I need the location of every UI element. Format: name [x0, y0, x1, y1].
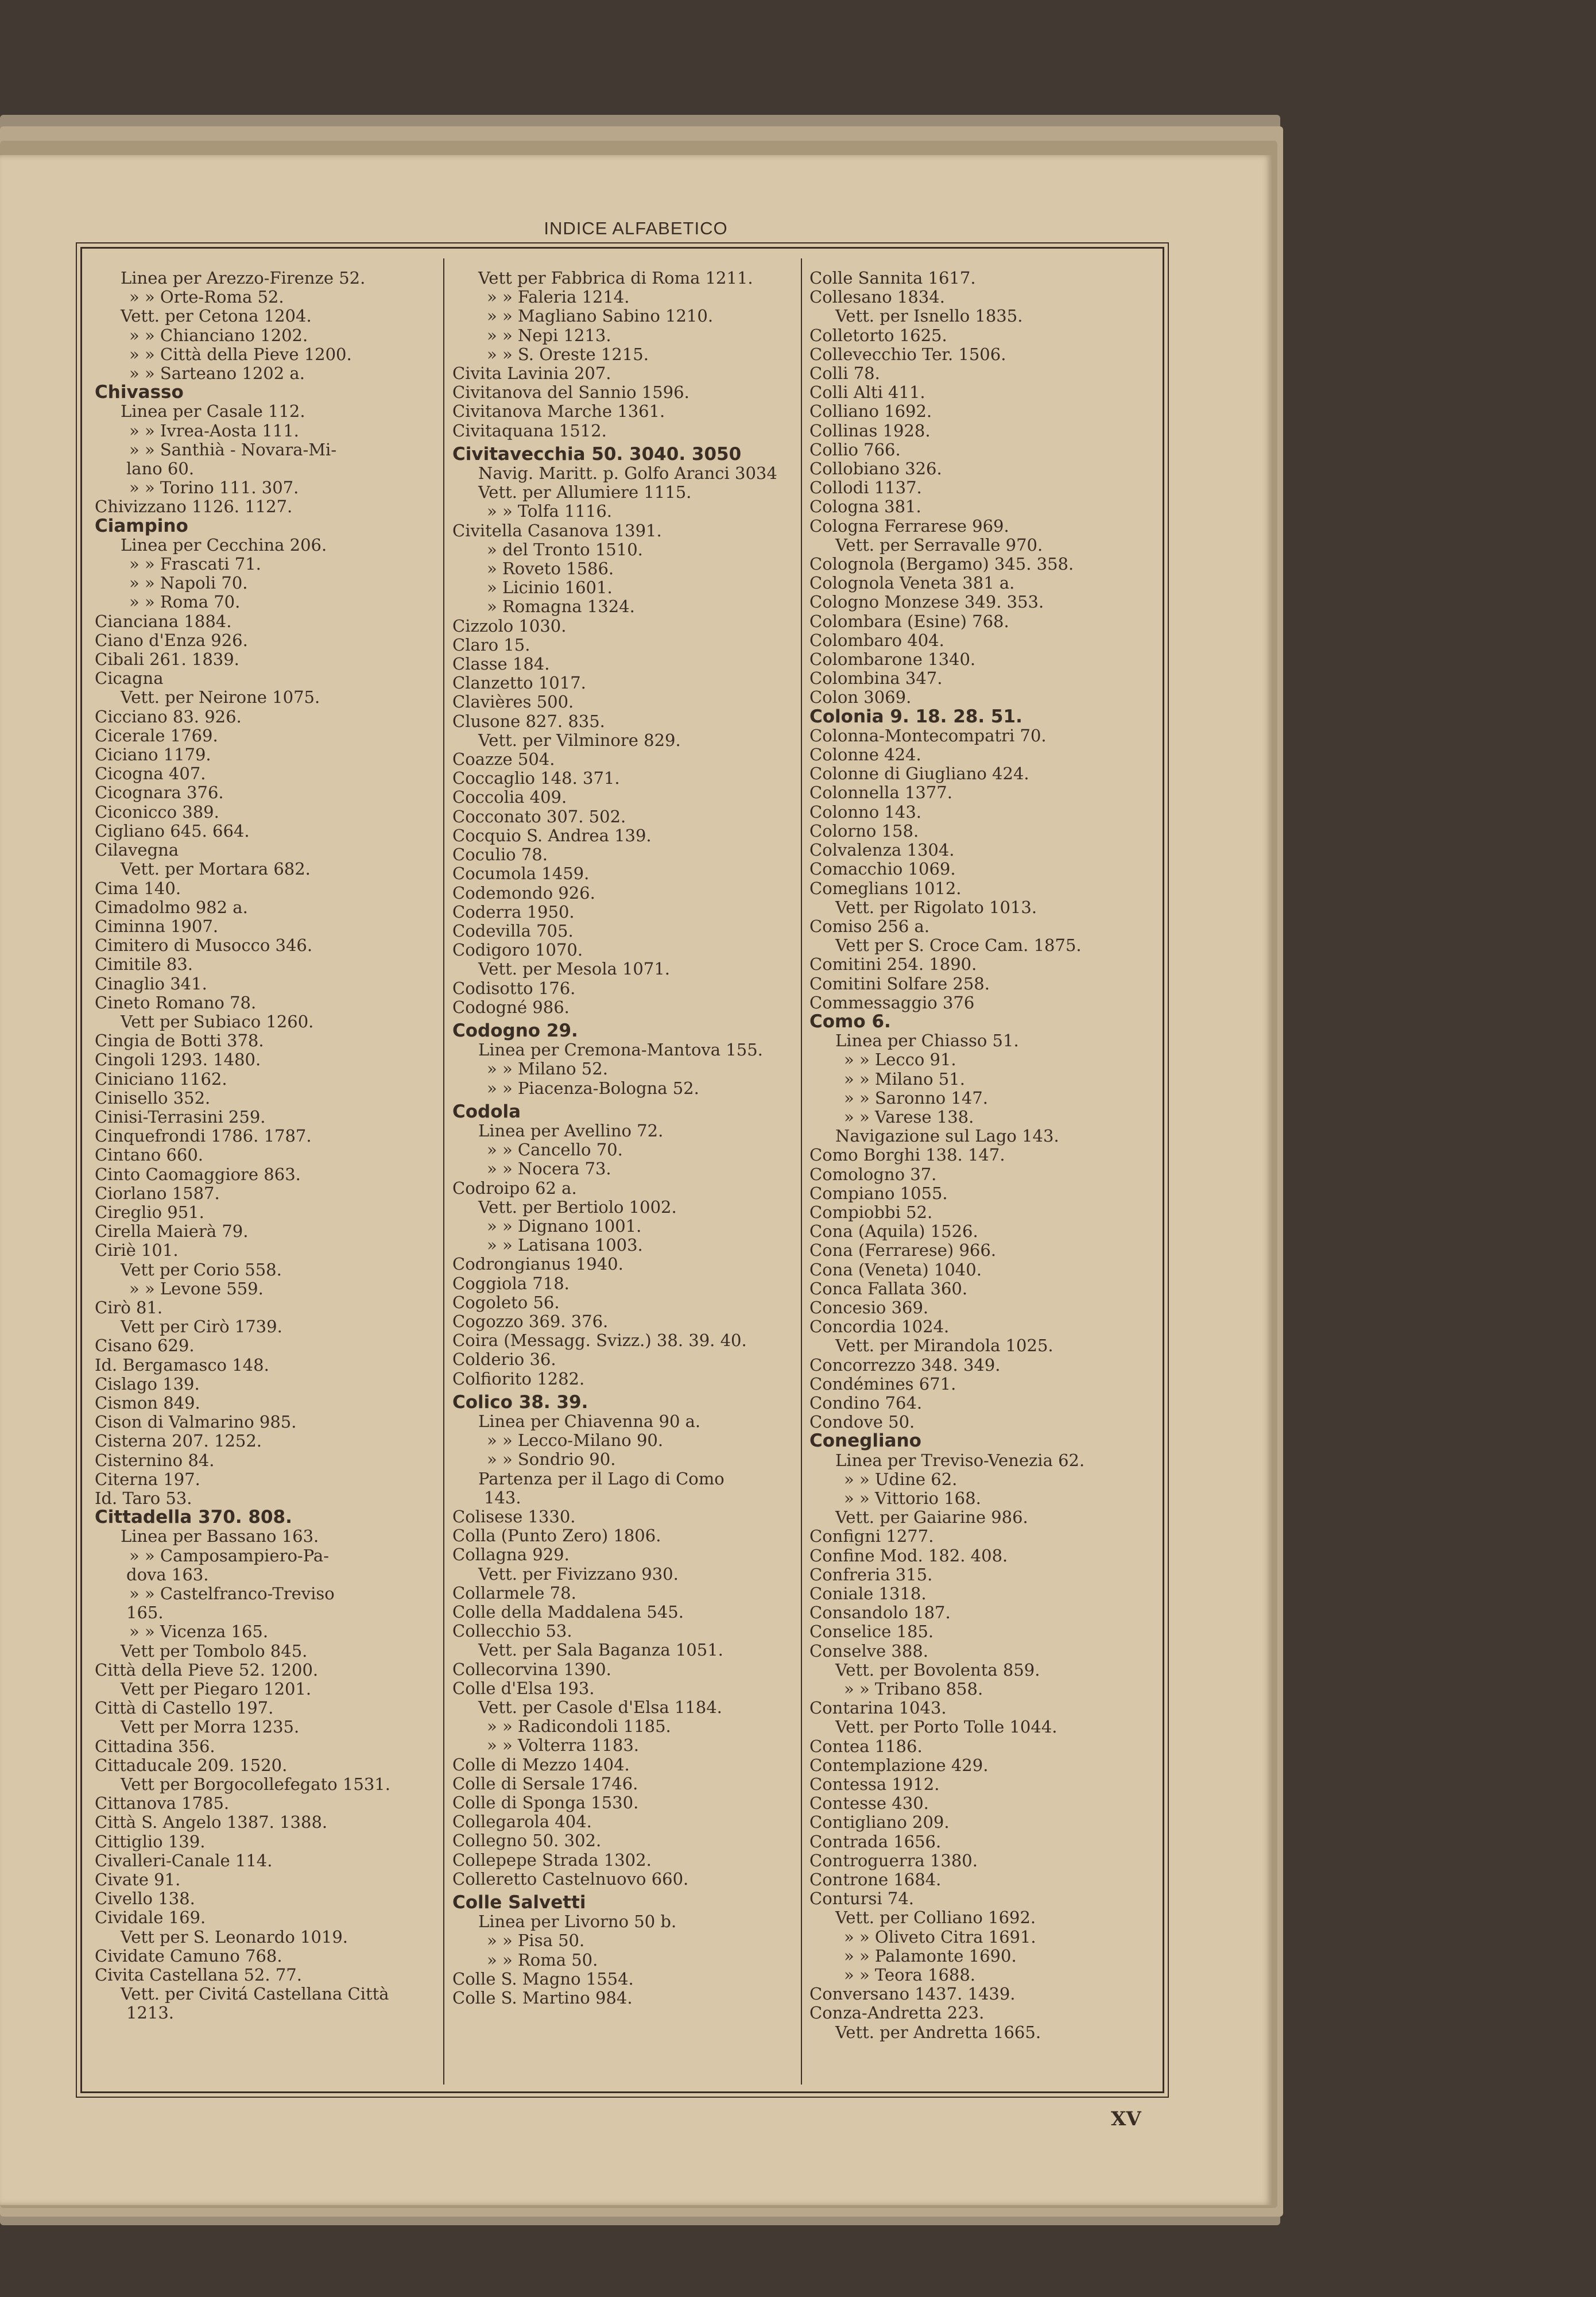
index-entry: Vett. per Andretta 1665. [835, 2022, 1041, 2042]
index-entry: Navigazione sul Lago 143. [835, 1126, 1059, 1146]
index-entry: Condino 764. [809, 1393, 923, 1413]
index-entry: Coggiola 718. [452, 1273, 570, 1293]
index-entry: Codrongianus 1940. [452, 1254, 623, 1274]
index-entry: Città della Pieve 52. 1200. [95, 1660, 319, 1680]
index-entry: » » Faleria 1214. [487, 287, 630, 307]
index-entry: » » Piacenza-Bologna 52. [487, 1078, 699, 1098]
index-heading: Conegliano [809, 1430, 921, 1452]
index-entry: Clavières 500. [452, 692, 574, 712]
index-entry: Cingoli 1293. 1480. [95, 1050, 261, 1070]
index-entry: Cinquefrondi 1786. 1787. [95, 1126, 312, 1146]
index-entry: Città di Castello 197. [95, 1698, 274, 1718]
index-entry: Contesse 430. [809, 1793, 929, 1813]
index-entry: 165. [126, 1603, 164, 1623]
index-entry: Cineto Romano 78. [95, 992, 257, 1012]
index-entry: Civello 138. [95, 1889, 195, 1909]
index-entry: Consandolo 187. [809, 1603, 951, 1623]
index-entry: Comologno 37. [809, 1164, 937, 1184]
index-entry: » Romagna 1324. [487, 597, 635, 617]
index-entry: » » Camposampiero-Pa- [129, 1545, 330, 1565]
index-entry: Codevilla 705. [452, 921, 574, 941]
index-entry: Collesano 1834. [809, 287, 945, 307]
index-entry: Id. Bergamasco 148. [95, 1355, 269, 1375]
index-entry: Cocquio S. Andrea 139. [452, 825, 652, 845]
index-entry: Cittaducale 209. 1520. [95, 1755, 288, 1775]
index-entry: Cocconato 307. 502. [452, 806, 626, 826]
index-entry: Concesio 369. [809, 1297, 929, 1317]
index-entry: Citerna 197. [95, 1469, 200, 1489]
index-entry: Cologno Monzese 349. 353. [809, 592, 1044, 612]
index-entry: Collio 766. [809, 439, 901, 459]
index-entry: Vett. per Mesola 1071. [478, 959, 670, 979]
index-entry: Cirella Maierà 79. [95, 1221, 249, 1242]
index-entry: Colonne 424. [809, 745, 921, 765]
index-heading: Codogno 29. [452, 1020, 578, 1041]
index-entry: Collecchio 53. [452, 1621, 572, 1641]
index-heading: Cittadella 370. 808. [95, 1507, 292, 1528]
index-entry: Colle d'Elsa 193. [452, 1678, 595, 1698]
index-entry: Civita Castellana 52. 77. [95, 1965, 302, 1985]
index-entry: Colon 3069. [809, 687, 912, 707]
index-entry: Contea 1186. [809, 1736, 923, 1756]
index-entry: » » Castelfranco-Treviso [129, 1584, 335, 1604]
index-entry: Colombarone 1340. [809, 649, 976, 670]
index-entry: Cima 140. [95, 878, 181, 898]
index-entry: » » Pisa 50. [487, 1931, 585, 1951]
index-entry: Linea per Cremona-Mantova 155. [478, 1040, 763, 1060]
index-entry: Ciciano 1179. [95, 745, 211, 765]
index-entry: lano 60. [126, 459, 195, 479]
index-entry: Linea per Arezzo-Firenze 52. [121, 268, 366, 288]
index-entry: » » Nepi 1213. [487, 325, 611, 345]
index-entry: Cogozzo 369. 376. [452, 1311, 609, 1331]
index-entry: Vett. per Allumiere 1115. [478, 482, 692, 502]
index-entry: » » Tolfa 1116. [487, 501, 613, 521]
index-entry: Vett. per Porto Tolle 1044. [835, 1717, 1057, 1737]
index-entry: Confine Mod. 182. 408. [809, 1545, 1008, 1565]
index-entry: Cicciano 83. 926. [95, 706, 242, 726]
index-entry: Vett. per Casole d'Elsa 1184. [478, 1697, 722, 1718]
index-entry: Colli 78. [809, 364, 880, 384]
index-entry: Colle S. Magno 1554. [452, 1969, 634, 1989]
index-entry: Coderra 1950. [452, 902, 575, 922]
index-entry: dova 163. [126, 1564, 209, 1584]
index-entry: Cicognara 376. [95, 783, 224, 803]
index-entry: Vett. per Gaiarine 986. [835, 1507, 1028, 1528]
index-entry: Cividale 169. [95, 1908, 206, 1928]
index-entry: Colonne di Giugliano 424. [809, 764, 1029, 784]
index-entry: Colvalenza 1304. [809, 840, 955, 860]
index-entry: Colombaro 404. [809, 630, 944, 650]
index-entry: Cislago 139. [95, 1374, 200, 1394]
index-entry: Coniale 1318. [809, 1584, 927, 1604]
index-entry: Collobiano 326. [809, 459, 942, 479]
index-entry: Cona (Ferrarese) 966. [809, 1240, 997, 1260]
index-entry: Cianciana 1884. [95, 611, 232, 631]
index-entry: Ciminna 1907. [95, 916, 219, 936]
index-entry: Linea per Chiavenna 90 a. [478, 1411, 701, 1431]
index-entry: Linea per Treviso-Venezia 62. [835, 1450, 1085, 1470]
index-entry: Cinisello 352. [95, 1088, 211, 1108]
index-entry: Vett per Fabbrica di Roma 1211. [478, 268, 753, 288]
index-entry: » del Tronto 1510. [487, 539, 643, 559]
index-entry: Colombina 347. [809, 668, 943, 689]
index-entry: Linea per Casale 112. [121, 401, 305, 421]
index-entry: Colle di Sersale 1746. [452, 1773, 638, 1793]
index-entry: Controne 1684. [809, 1870, 942, 1890]
index-entry: Colle Sannita 1617. [809, 268, 976, 288]
index-entry: Linea per Avellino 72. [478, 1120, 664, 1140]
index-entry: Contarina 1043. [809, 1698, 947, 1718]
index-entry: Cimitero di Musocco 346. [95, 935, 313, 956]
index-entry: Cison di Valmarino 985. [95, 1412, 297, 1432]
column-divider [443, 258, 444, 2085]
index-entry: Cizzolo 1030. [452, 616, 567, 636]
index-entry: Colle di Mezzo 1404. [452, 1754, 630, 1774]
index-entry: » » Palamonte 1690. [844, 1946, 1017, 1966]
index-entry: Cisternino 84. [95, 1450, 215, 1470]
index-entry: Comitini Solfare 258. [809, 973, 990, 993]
index-entry: » » Tribano 858. [844, 1679, 983, 1699]
index-entry: Codogné 986. [452, 997, 570, 1017]
index-entry: » Licinio 1601. [487, 578, 613, 598]
index-entry: Civita Lavinia 207. [452, 364, 611, 384]
index-entry: Cittanova 1785. [95, 1793, 230, 1813]
index-entry: Vett. per Cetona 1204. [121, 306, 312, 326]
index-heading: Ciampino [95, 515, 188, 536]
index-entry: Civitanova del Sannio 1596. [452, 382, 689, 403]
index-entry: Concorrezzo 348. 349. [809, 1355, 1001, 1375]
index-entry: Vett per Borgocollefegato 1531. [121, 1774, 390, 1795]
index-entry: Collarmele 78. [452, 1583, 576, 1603]
index-entry: Colli Alti 411. [809, 382, 925, 403]
index-entry: Colonno 143. [809, 802, 921, 822]
index-entry: Linea per Cecchina 206. [121, 535, 327, 555]
index-entry: » » Chianciano 1202. [129, 325, 308, 345]
index-entry: Codisotto 176. [452, 978, 576, 998]
index-entry: » » Sarteano 1202 a. [129, 364, 305, 384]
index-entry: Collevecchio Ter. 1506. [809, 344, 1006, 364]
index-entry: Vett. per Isnello 1835. [835, 306, 1023, 326]
index-entry: Codigoro 1070. [452, 940, 583, 960]
index-entry: » » Napoli 70. [129, 573, 248, 593]
index-heading: Colonia 9. 18. 28. 51. [809, 706, 1022, 727]
index-entry: » » Vicenza 165. [129, 1622, 269, 1642]
index-entry: Condove 50. [809, 1412, 915, 1432]
index-entry: Cicagna [95, 668, 164, 689]
index-entry: Concordia 1024. [809, 1317, 950, 1337]
index-entry: » » Dignano 1001. [487, 1216, 642, 1236]
index-heading: Codola [452, 1101, 521, 1122]
index-entry: Compiobbi 52. [809, 1202, 933, 1222]
index-entry: » » Magliano Sabino 1210. [487, 306, 714, 326]
index-entry: Contessa 1912. [809, 1774, 940, 1795]
index-entry: » » S. Oreste 1215. [487, 344, 649, 364]
index-entry: Civitaquana 1512. [452, 420, 607, 440]
index-entry: Cona (Veneta) 1040. [809, 1259, 982, 1279]
index-entry: Cirò 81. [95, 1297, 163, 1317]
index-entry: Contemplazione 429. [809, 1755, 989, 1775]
index-entry: » » Orte-Roma 52. [129, 287, 284, 307]
index-entry: Vett. per Colliano 1692. [835, 1908, 1036, 1928]
index-entry: Cimadolmo 982 a. [95, 897, 248, 917]
index-entry: Ciriè 101. [95, 1240, 179, 1260]
index-entry: Cogoleto 56. [452, 1292, 560, 1312]
index-entry: Civalleri-Canale 114. [95, 1850, 273, 1870]
index-heading: Colle Salvetti [452, 1892, 586, 1913]
index-entry: Linea per Bassano 163. [121, 1526, 319, 1546]
index-entry: » » Radicondoli 1185. [487, 1716, 671, 1737]
index-entry: Confreria 315. [809, 1564, 933, 1584]
index-entry: » » Volterra 1183. [487, 1735, 640, 1755]
index-entry: Vett. per Vilminore 829. [478, 730, 681, 750]
index-entry: Colognola Veneta 381 a. [809, 573, 1015, 593]
index-entry: Cintano 660. [95, 1145, 204, 1165]
index-heading: Colico 38. 39. [452, 1391, 588, 1413]
index-entry: Conversano 1437. 1439. [809, 1984, 1016, 2004]
index-entry: » » Oliveto Citra 1691. [844, 1927, 1036, 1947]
index-entry: » » Torino 111. 307. [129, 478, 299, 498]
index-entry: Como Borghi 138. 147. [809, 1145, 1005, 1165]
index-entry: Cicerale 1769. [95, 725, 218, 745]
index-entry: » » Lecco-Milano 90. [487, 1430, 664, 1451]
index-entry: Vett. per Mirandola 1025. [835, 1336, 1053, 1356]
index-entry: Commessaggio 376 [809, 992, 975, 1012]
index-entry: Codemondo 926. [452, 883, 595, 903]
page-header: INDICE ALFABETICO [544, 218, 728, 238]
index-entry: » Roveto 1586. [487, 559, 614, 579]
index-entry: » » Nocera 73. [487, 1159, 611, 1179]
index-entry: Vett. per Sala Baganza 1051. [478, 1640, 723, 1660]
index-entry: Cibali 261. 1839. [95, 649, 239, 670]
index-entry: » » Saronno 147. [844, 1088, 989, 1108]
index-entry: Vett. per Mortara 682. [121, 859, 311, 879]
index-entry: Colle di Sponga 1530. [452, 1793, 639, 1813]
index-entry: Vett. per Bertiolo 1002. [478, 1197, 677, 1217]
index-entry: Cicogna 407. [95, 764, 206, 784]
index-entry: Vett. per Serravalle 970. [835, 535, 1043, 555]
index-entry: » » Latisana 1003. [487, 1235, 643, 1255]
index-heading: Civitavecchia 50. 3040. 3050 [452, 443, 742, 465]
index-entry: Comiso 256 a. [809, 916, 930, 936]
index-heading: Como 6. [809, 1011, 891, 1032]
index-entry: Colla (Punto Zero) 1806. [452, 1526, 661, 1546]
index-entry: Collinas 1928. [809, 420, 931, 440]
index-entry: » » Santhià - Novara-Mi- [129, 439, 337, 459]
index-entry: Cologna Ferrarese 969. [809, 516, 1009, 536]
index-entry: » » Milano 52. [487, 1059, 608, 1079]
index-entry: Colombara (Esine) 768. [809, 611, 1009, 631]
index-entry: Ciorlano 1587. [95, 1183, 220, 1203]
index-entry: Condémines 671. [809, 1374, 956, 1394]
index-entry: 143. [484, 1487, 521, 1507]
index-entry: Linea per Chiasso 51. [835, 1031, 1019, 1051]
index-entry: Conselve 388. [809, 1641, 928, 1661]
index-entry: Cisano 629. [95, 1336, 195, 1356]
page-number: XV [1111, 2107, 1141, 2130]
index-entry: Vett. per Civitá Castellana Città [121, 1984, 389, 2004]
index-entry: Cona (Aquila) 1526. [809, 1221, 978, 1242]
index-heading: Chivasso [95, 382, 184, 403]
index-entry: Vett per S. Leonardo 1019. [121, 1927, 348, 1947]
index-entry: Compiano 1055. [809, 1183, 948, 1203]
index-entry: » » Ivrea-Aosta 111. [129, 420, 299, 440]
book-page [0, 155, 1272, 2205]
index-entry: Ciano d'Enza 926. [95, 630, 248, 650]
index-entry: Vett. per Neirone 1075. [121, 687, 320, 707]
index-entry: » » Sondrio 90. [487, 1449, 616, 1470]
index-entry: Configni 1277. [809, 1526, 934, 1546]
index-entry: Colleretto Castelnuovo 660. [452, 1869, 689, 1889]
index-entry: Colorno 158. [809, 821, 919, 841]
index-entry: » » Milano 51. [844, 1069, 965, 1089]
index-entry: Colletorto 1625. [809, 325, 947, 345]
index-entry: Classe 184. [452, 654, 550, 674]
index-entry: Conca Fallata 360. [809, 1278, 968, 1298]
index-entry: Ciconicco 389. [95, 802, 219, 822]
index-entry: Id. Taro 53. [95, 1488, 192, 1508]
index-entry: Collecorvina 1390. [452, 1659, 611, 1679]
index-entry: Conza-Andretta 223. [809, 2003, 985, 2023]
index-entry: Collodi 1137. [809, 478, 922, 498]
index-entry: Collepepe Strada 1302. [452, 1850, 652, 1870]
index-entry: Conselice 185. [809, 1622, 934, 1642]
index-entry: 1213. [126, 2003, 175, 2023]
index-entry: Coccaglio 148. 371. [452, 768, 620, 788]
index-entry: Vett per Piegaro 1201. [121, 1679, 312, 1699]
index-entry: Cigliano 645. 664. [95, 821, 250, 841]
index-entry: Linea per Livorno 50 b. [478, 1912, 677, 1932]
index-entry: Contrada 1656. [809, 1831, 942, 1851]
index-entry: » » Roma 70. [129, 592, 241, 612]
index-entry: Controguerra 1380. [809, 1850, 978, 1870]
index-entry: Civate 91. [95, 1870, 181, 1890]
index-entry: Colliano 1692. [809, 401, 932, 421]
index-entry: Chivizzano 1126. 1127. [95, 497, 293, 517]
index-entry: Colognola (Bergamo) 345. 358. [809, 554, 1074, 574]
index-entry: Vett per Corio 558. [121, 1259, 282, 1279]
index-entry: Comitini 254. 1890. [809, 954, 977, 975]
index-entry: Vett. per Bovolenta 859. [835, 1660, 1040, 1680]
index-entry: Collegno 50. 302. [452, 1831, 602, 1851]
index-entry: Coculio 78. [452, 845, 548, 865]
index-entry: Cocumola 1459. [452, 864, 590, 884]
index-entry: Cireglio 951. [95, 1202, 204, 1222]
index-entry: Cisterna 207. 1252. [95, 1431, 262, 1451]
index-entry: » » Lecco 91. [844, 1050, 956, 1070]
index-entry: Vett per S. Croce Cam. 1875. [835, 935, 1082, 956]
index-column-2 [452, 269, 797, 2008]
index-entry: Clusone 827. 835. [452, 711, 605, 731]
index-entry: Colderio 36. [452, 1349, 556, 1370]
index-entry: » » Udine 62. [844, 1469, 958, 1489]
index-entry: Civitanova Marche 1361. [452, 401, 665, 421]
index-entry: Vett. per Fivizzano 930. [478, 1564, 679, 1584]
index-entry: Cividate Camuno 768. [95, 1946, 282, 1966]
index-entry: Claro 15. [452, 635, 530, 655]
index-entry: Ciniciano 1162. [95, 1069, 227, 1089]
index-entry: Navig. Maritt. p. Golfo Aranci 3034 [478, 463, 777, 484]
index-entry: Cimitile 83. [95, 954, 193, 975]
index-entry: Contigliano 209. [809, 1812, 950, 1832]
index-entry: Contursi 74. [809, 1889, 915, 1909]
index-entry: Partenza per il Lago di Como [478, 1468, 725, 1488]
index-entry: Colonnella 1377. [809, 783, 952, 803]
index-entry: Vett per Tombolo 845. [121, 1641, 308, 1661]
index-entry: Cittiglio 139. [95, 1831, 206, 1851]
index-entry: Clanzetto 1017. [452, 673, 586, 693]
index-entry: Coazze 504. [452, 749, 555, 769]
index-entry: Cinto Caomaggiore 863. [95, 1164, 301, 1184]
index-entry: Vett. per Rigolato 1013. [835, 897, 1037, 917]
index-entry: » » Frascati 71. [129, 554, 261, 574]
index-entry: Cinisi-Terrasini 259. [95, 1107, 266, 1127]
index-entry: Vett per Morra 1235. [121, 1717, 300, 1737]
index-entry: » » Varese 138. [844, 1107, 974, 1127]
index-entry: Cinaglio 341. [95, 973, 207, 993]
index-entry: » » Città della Pieve 1200. [129, 344, 352, 364]
index-entry: Collagna 929. [452, 1545, 570, 1565]
index-entry: Coccolia 409. [452, 787, 567, 807]
index-entry: » » Vittorio 168. [844, 1488, 981, 1508]
index-entry: Cilavegna [95, 840, 179, 860]
column-divider [801, 258, 802, 2085]
index-entry: Cismon 849. [95, 1393, 200, 1413]
index-entry: Coira (Messagg. Svizz.) 38. 39. 40. [452, 1331, 747, 1351]
index-entry: Vett per Cirò 1739. [121, 1317, 282, 1337]
index-entry: Vett per Subiaco 1260. [121, 1011, 314, 1031]
index-entry: Codroipo 62 a. [452, 1178, 577, 1198]
index-column-3 [809, 269, 1154, 2042]
index-entry: Collegarola 404. [452, 1812, 592, 1832]
index-entry: Cittadina 356. [95, 1736, 215, 1756]
index-entry: » » Teora 1688. [844, 1965, 976, 1985]
index-entry: » » Roma 50. [487, 1950, 598, 1970]
index-entry: Comeglians 1012. [809, 878, 962, 898]
index-entry: Colonna-Montecompatri 70. [809, 725, 1047, 745]
index-entry: Città S. Angelo 1387. 1388. [95, 1812, 328, 1832]
index-entry: Colle della Maddalena 545. [452, 1602, 684, 1622]
index-entry: Civitella Casanova 1391. [452, 520, 662, 540]
index-entry: Colfiorito 1282. [452, 1368, 585, 1389]
index-entry: » » Levone 559. [129, 1278, 264, 1298]
index-entry: » » Cancello 70. [487, 1140, 623, 1160]
index-entry: Cingia de Botti 378. [95, 1031, 264, 1051]
index-entry: Comacchio 1069. [809, 859, 956, 879]
index-column-1 [95, 269, 439, 2023]
index-entry: Colisese 1330. [452, 1507, 576, 1526]
index-entry: Colle S. Martino 984. [452, 1988, 633, 2008]
index-entry: Cologna 381. [809, 497, 921, 517]
